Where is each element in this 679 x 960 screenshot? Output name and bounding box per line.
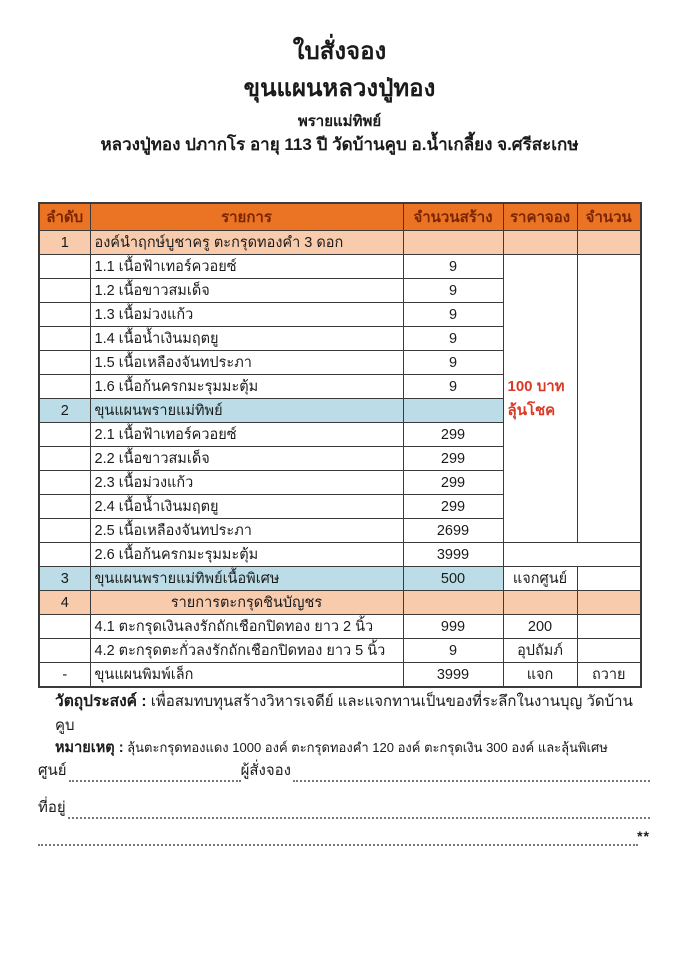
cell-price: แจก: [503, 663, 577, 688]
order-table: [38, 202, 642, 688]
subtitle: พรายแม่ทิพย์: [297, 113, 382, 130]
cell-made: 299: [403, 423, 503, 447]
center-fill-line: [69, 766, 241, 782]
cell-made: 299: [403, 495, 503, 519]
cell-made: 500: [403, 567, 503, 591]
purpose-line: [55, 688, 645, 737]
cell-price: อุปถัมภ์: [503, 639, 577, 663]
cell-price: แจกศูนย์: [503, 567, 577, 591]
cell-qty: [577, 639, 641, 663]
cell-made: 9: [403, 279, 503, 303]
cell-item: 2.4 เนื้อน้ำเงินมฤตยู: [90, 495, 403, 519]
cell-made: 9: [403, 351, 503, 375]
cell-price: [503, 231, 577, 255]
column-header-price: ราคาจอง: [503, 203, 577, 231]
cell-item: 2.3 เนื้อม่วงแก้ว: [90, 471, 403, 495]
cell-made: 9: [403, 639, 503, 663]
temple-info: หลวงปู่ทอง ปภากโร อายุ 113 ปี วัดบ้านคูบ อ.น้ำเกลี้ยง จ.ศรีสะเกษ: [100, 135, 579, 154]
cell-no: [39, 255, 90, 279]
cell-item: 1.1 เนื้อฟ้าเทอร์ควอยซ์: [90, 255, 403, 279]
cell-item: ขุนแผนพรายแม่ทิพย์: [90, 399, 403, 423]
cell-item: ขุนแผนพิมพ์เล็ก: [90, 663, 403, 688]
cell-item: รายการตะกรุดชินบัญชร: [90, 591, 403, 615]
cell-made: 9: [403, 327, 503, 351]
cell-qty: ถวาย: [577, 663, 641, 688]
purpose-text: เพื่อสมทบทุนสร้างวิหารเจดีย์ และแจกทานเป็นของที่ระลึกในงานบุญ วัดบ้านคูบ: [55, 693, 633, 734]
cell-made: 2699: [403, 519, 503, 543]
cell-item: 2.1 เนื้อฟ้าเทอร์ควอยซ์: [90, 423, 403, 447]
cell-made: [403, 399, 503, 423]
price-note-line1: 100 บาท: [507, 377, 565, 395]
cell-no: [39, 495, 90, 519]
cell-no: [39, 279, 90, 303]
cell-made: [403, 231, 503, 255]
cell-made: 3999: [403, 543, 503, 567]
cell-made: 3999: [403, 663, 503, 688]
cell-no: [39, 447, 90, 471]
cell-no: -: [39, 663, 90, 688]
extra-fill-line: [38, 844, 638, 846]
cell-made: [403, 591, 503, 615]
cell-item: 2.2 เนื้อขาวสมเด็จ: [90, 447, 403, 471]
product-title: ขุนแผนหลวงปู่ทอง: [243, 75, 436, 102]
cell-qty: [577, 591, 641, 615]
address-label: ที่อยู่: [38, 799, 66, 816]
cell-item: ขุนแผนพรายแม่ทิพย์เนื้อพิเศษ: [90, 567, 403, 591]
column-header-made: จำนวนสร้าง: [403, 203, 503, 231]
cell-no: 2: [39, 399, 90, 423]
row-section-1: [39, 231, 641, 255]
cell-no: [39, 327, 90, 351]
cell-no: [39, 423, 90, 447]
cell-qty: [577, 231, 641, 255]
cell-made: 9: [403, 255, 503, 279]
cell-no: 1: [39, 231, 90, 255]
row-item-2-6: [39, 543, 641, 567]
cell-no: [39, 375, 90, 399]
cell-item: องค์นำฤกษ์บูชาครู ตะกรุดทองคำ 3 ดอก: [90, 231, 403, 255]
extra-line: [38, 828, 650, 850]
cell-made: 299: [403, 447, 503, 471]
orderer-label: ผู้สั่งจอง: [240, 762, 291, 779]
cell-no: [39, 519, 90, 543]
row-header: [39, 203, 641, 231]
row-section-3: [39, 567, 641, 591]
cell-no: 3: [39, 567, 90, 591]
page-title: ใบสั่งจอง: [292, 38, 387, 65]
cell-qty: [577, 615, 641, 639]
cell-price: [503, 591, 577, 615]
cell-item: 2.5 เนื้อเหลืองจันทประภา: [90, 519, 403, 543]
cell-no: [39, 303, 90, 327]
column-header-qty: จำนวน: [577, 203, 641, 231]
note-label: หมายเหตุ :: [55, 740, 124, 756]
price-note-line2: ลุ้นโชค: [507, 401, 556, 419]
qty-merged-cell: [577, 255, 641, 543]
row-khunpaen-small: [39, 663, 641, 688]
cell-no: [39, 639, 90, 663]
row-item-4-1: [39, 615, 641, 639]
cell-made: 9: [403, 375, 503, 399]
address-fill-line: [68, 803, 650, 819]
cell-item: 1.2 เนื้อขาวสมเด็จ: [90, 279, 403, 303]
price-note-cell: [503, 255, 577, 543]
cell-qty: [577, 567, 641, 591]
title-block: [0, 40, 679, 153]
row-item-4-2: [39, 639, 641, 663]
purpose-label: วัตถุประสงค์ :: [55, 693, 147, 710]
cell-item: 1.3 เนื้อม่วงแก้ว: [90, 303, 403, 327]
cell-item: 1.5 เนื้อเหลืองจันทประภา: [90, 351, 403, 375]
cell-no: [39, 543, 90, 567]
cell-item: 4.2 ตะกรุดตะกั่วลงรักถักเชือกปิดทอง ยาว 5 นิ้ว: [90, 639, 403, 663]
cell-made: 9: [403, 303, 503, 327]
note-text: ลุ้นตะกรุดทองแดง 1000 องค์ ตะกรุดทองคำ 120 องค์ ตะกรุดเงิน 300 องค์ และลุ้นพิเศษ: [127, 740, 608, 755]
row-item-1-1: [39, 255, 641, 279]
cell-item: 4.1 ตะกรุดเงินลงรักถักเชือกปิดทอง ยาว 2 นิ้ว: [90, 615, 403, 639]
column-header-no: ลำดับ: [39, 203, 90, 231]
address-line: [38, 795, 650, 819]
cell-no: [39, 615, 90, 639]
cell-item: 1.4 เนื้อน้ำเงินมฤตยู: [90, 327, 403, 351]
cell-no: [39, 351, 90, 375]
center-orderer-line: [38, 758, 650, 782]
cell-made: 299: [403, 471, 503, 495]
note-line: [55, 736, 645, 759]
cell-item: 1.6 เนื้อก้นครกมะรุมมะตุ้ม: [90, 375, 403, 399]
cell-item: 2.6 เนื้อก้นครกมะรุมมะตุ้ม: [90, 543, 403, 567]
cell-no: 4: [39, 591, 90, 615]
cell-price: 200: [503, 615, 577, 639]
cell-no: [39, 471, 90, 495]
row-section-4: [39, 591, 641, 615]
center-label: ศูนย์: [38, 762, 67, 779]
orderer-fill-line: [293, 766, 650, 782]
stars-mark: **: [637, 828, 650, 844]
cell-made: 999: [403, 615, 503, 639]
column-header-item: รายการ: [90, 203, 403, 231]
